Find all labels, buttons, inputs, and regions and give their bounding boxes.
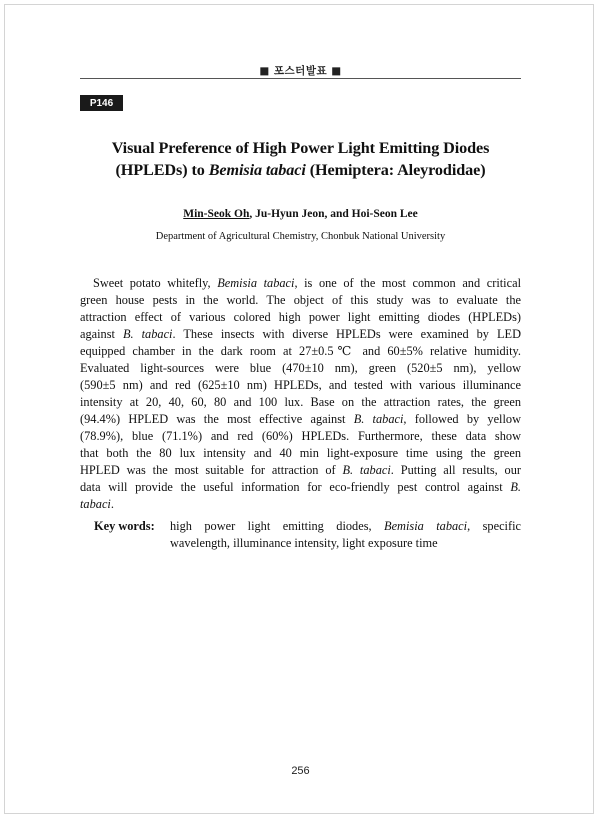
keywords-text xyxy=(170,518,521,552)
header-divider xyxy=(80,78,521,79)
author-list xyxy=(80,207,521,221)
keywords-line: high power light emitting diodes, Bemisia tabaci, specific xyxy=(170,519,521,533)
abstract-line: Evaluated light-sources were blue (470±10 nm), green (520±5 nm), yellow xyxy=(80,361,521,375)
abstract-line: (78.9%), blue (71.1%) and red (60%) HPLEDs. Furthermore, these data show xyxy=(80,429,521,443)
title-line-1: Visual Preference of High Power Light Emitting Diodes xyxy=(111,139,490,157)
abstract-line: HPLED was the most suitable for attraction of B. tabaci. Putting all results, our xyxy=(80,463,521,477)
poster-number-badge: P146 xyxy=(80,95,123,111)
abstract-line: (94.4%) HPLED was the most effective against B. tabaci, followed by yellow xyxy=(80,412,521,426)
section-header: ■ 포스터발표 ■ xyxy=(259,65,342,77)
abstract-line: equipped chamber in the dark room at 27±0.5℃ and 60±5% relative humidity. xyxy=(80,344,521,358)
species-name: Bemisia tabaci xyxy=(208,161,306,179)
abstract-line: Sweet potato whitefly, Bemisia tabaci, is one of the most common and critical xyxy=(93,276,521,290)
presenting-author: Min-Seok Oh xyxy=(183,208,250,220)
paper-title xyxy=(80,137,521,181)
abstract-line: that both the 80 lux intensity and 40 min light-exposure time using the green xyxy=(80,446,521,460)
abstract-line: intensity at 20, 40, 60, 80 and 100 lux. Base on the attraction rates, the green xyxy=(80,395,521,409)
title-line-2: (HPLEDs) to Bemisia tabaci (Hemiptera: Aleyrodidae) xyxy=(115,161,486,179)
abstract-line: against B. tabaci. These insects with diverse HPLEDs were examined by LED xyxy=(80,327,521,341)
abstract-line: (590±5 nm) and red (625±10 nm) HPLEDs, and tested with various illuminance xyxy=(80,378,521,392)
abstract-line: tabaci. xyxy=(80,497,114,511)
co-authors: , Ju-Hyun Jeon, and Hoi-Seon Lee xyxy=(249,208,418,220)
abstract-line: data will provide the useful information for eco-friendly pest control against B. xyxy=(80,480,521,494)
abstract-body xyxy=(80,275,521,513)
keywords-label: Key words: xyxy=(94,519,155,533)
page-number: 256 xyxy=(291,765,310,777)
abstract-line: attraction effect of various colored high power light emitting diodes (HPLEDs) xyxy=(80,310,521,324)
abstract-line: green house pests in the world. The object of this study was to evaluate the xyxy=(80,293,521,307)
affiliation: Department of Agricultural Chemistry, Chonbuk National University xyxy=(155,231,446,242)
keywords-line: wavelength, illuminance intensity, light exposure time xyxy=(170,536,438,550)
